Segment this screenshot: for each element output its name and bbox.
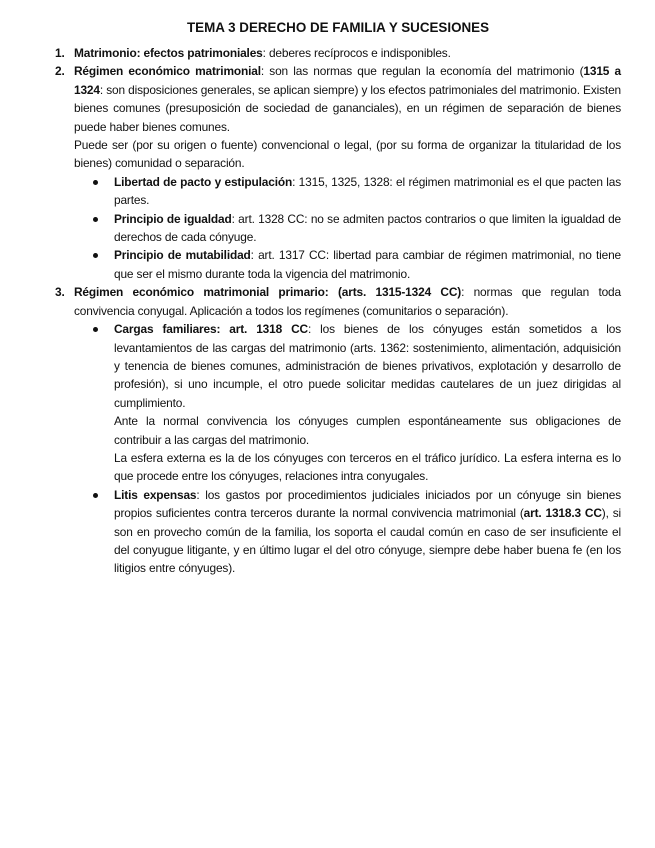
item-text: : normas que regulan toda convivencia conyugal. Aplicación a todos los regímenes (comunitarios o separación).	[74, 285, 621, 318]
item-text: : deberes recíprocos e indisponibles.	[262, 46, 451, 60]
list-item-1	[55, 44, 621, 62]
list-item-3	[55, 283, 621, 578]
list-item-2	[55, 62, 621, 283]
bullet-text: ), si son en provecho común de la familia, los soporta el caudal común en caso de ser insuficiente el del conyugue litigante, y en último lugar el del otro cónyuge, siempre debe haber buena fe (en los litigios entre cónyuges).	[114, 506, 621, 576]
bullet-heading: Cargas familiares: art. 1318 CC	[114, 322, 308, 337]
bullet-icon	[93, 493, 98, 498]
bullet-paragraph: Ante la normal convivencia los cónyuges cumplen espontáneamente sus obligaciones de contribuir a las cargas del matrimonio.	[114, 414, 621, 447]
bullet-paragraph	[114, 246, 621, 283]
bullet-icon	[93, 180, 98, 185]
item-paragraph: Puede ser (por su origen o fuente) convencional o legal, (por su forma de organizar la titularidad de los bienes) comunidad o separación.	[74, 138, 621, 171]
bullet-heading: Principio de mutabilidad	[114, 248, 251, 263]
bullet-paragraph	[114, 486, 621, 578]
article-reference: art. 1318.3 CC	[523, 506, 602, 521]
bullet-item	[74, 320, 621, 486]
item-number: 2.	[55, 64, 65, 79]
document-title: TEMA 3 DERECHO DE FAMILIA Y SUCESIONES	[186, 20, 490, 35]
bullet-list	[74, 173, 621, 283]
bullet-text: : 1315, 1325, 1328: el régimen matrimonial es el que pacten las partes.	[114, 174, 621, 208]
item-paragraph	[74, 283, 621, 320]
item-number: 1.	[55, 46, 65, 60]
bullet-paragraph	[114, 210, 621, 247]
item-paragraph	[74, 62, 621, 136]
document-page	[55, 18, 621, 578]
bullet-text: : los gastos por procedimientos judiciales iniciados por un cónyuge sin bienes propios suficientes contra terceros durante la normal convivencia matrimonial (	[114, 487, 621, 521]
bullet-paragraph	[114, 173, 621, 210]
bullet-heading: Litis expensas	[114, 487, 197, 502]
item-number: 3.	[55, 285, 65, 300]
item-heading: Régimen económico matrimonial primario: (arts. 1315-1324 CC)	[74, 285, 462, 300]
item-text: : son disposiciones generales, se aplican siempre) y los efectos patrimoniales del matrimonio. Existen bienes comunes (presuposición de sociedad de gananciales), en un régimen de separación de bienes puede haber bienes comunes.	[74, 82, 621, 134]
bullet-paragraph: La esfera externa es la de los cónyuges con terceros en el tráfico jurídico. La esfera interna es lo que procede entre los cónyuges, relaciones intra conyugales.	[114, 450, 621, 484]
bullet-list	[74, 320, 621, 578]
bullet-icon	[93, 217, 98, 222]
bullet-item	[74, 246, 621, 283]
article-reference: 1315 a 1324	[74, 64, 622, 97]
bullet-text: : art. 1328 CC: no se admiten pactos contrarios o que limiten la igualdad de derechos de cada cónyuge.	[114, 211, 621, 245]
bullet-heading: Libertad de pacto y estipulación	[114, 174, 293, 189]
item-heading: Matrimonio: efectos patrimoniales	[74, 46, 263, 60]
bullet-item	[74, 173, 621, 210]
bullet-text: : art. 1317 CC: libertad para cambiar de régimen matrimonial, no tiene que ser el mismo durante toda la vigencia del matrimonio.	[114, 248, 621, 281]
item-heading: Régimen económico matrimonial	[74, 64, 261, 79]
item-paragraph	[74, 44, 621, 62]
bullet-item	[74, 486, 621, 578]
bullet-item	[74, 210, 621, 247]
bullet-icon	[93, 327, 98, 332]
main-list	[55, 44, 621, 578]
bullet-heading: Principio de igualdad	[114, 211, 232, 226]
bullet-text: : los bienes de los cónyuges están sometidos a los levantamientos de las cargas del matrimonio (arts. 1362: sostenimiento, alimentación, adquisición y tenencia de bienes comunes, administración de bienes privativos, explotación y desarrollo de profesión), si uno incumple, el otro puede solicitar medidas cautelares de un juez dirigidas al cumplimiento.	[114, 322, 622, 410]
bullet-paragraph	[114, 320, 621, 412]
bullet-icon	[93, 253, 98, 258]
item-text: : son las normas que regulan la economía del matrimonio (	[260, 64, 584, 79]
